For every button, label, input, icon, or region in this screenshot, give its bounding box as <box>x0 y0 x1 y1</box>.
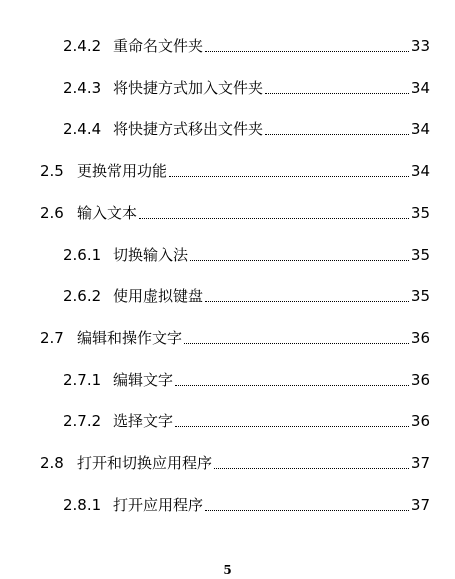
dot-leader <box>265 92 409 94</box>
dot-leader <box>175 425 409 427</box>
toc-entry-title: 更换常用功能 <box>77 162 168 180</box>
dot-leader <box>169 175 409 177</box>
toc-entry-number: 2.6.1 <box>63 246 102 264</box>
toc-entry-page: 34 <box>410 162 430 180</box>
dot-leader <box>184 342 409 344</box>
toc-entry-title: 打开应用程序 <box>113 496 204 514</box>
toc-entry-number: 2.6 <box>40 204 64 222</box>
toc-entry-2-6-2[interactable] <box>63 285 430 307</box>
toc-entry-2-8-1[interactable] <box>63 494 430 516</box>
toc-entry-2-4-4[interactable] <box>63 118 430 140</box>
toc-entry-page: 35 <box>410 204 430 222</box>
toc-entry-number: 2.8.1 <box>63 496 102 514</box>
toc-entry-number: 2.7 <box>40 329 64 347</box>
page-number: 5 <box>223 563 232 577</box>
toc-entry-2-5[interactable] <box>40 160 430 182</box>
toc-entry-title: 重命名文件夹 <box>113 37 204 55</box>
toc-entry-page: 36 <box>410 412 430 430</box>
toc-entry-page: 37 <box>410 496 430 514</box>
toc-entry-2-7-2[interactable] <box>63 410 430 432</box>
toc-entry-title: 使用虚拟键盘 <box>113 287 204 305</box>
toc-entry-2-4-3[interactable] <box>63 77 430 99</box>
toc-entry-number: 2.8 <box>40 454 64 472</box>
toc-entry-page: 34 <box>410 79 430 97</box>
dot-leader <box>205 509 409 511</box>
toc-entry-number: 2.7.2 <box>63 412 102 430</box>
toc-entry-page: 36 <box>410 371 430 389</box>
toc-entry-number: 2.7.1 <box>63 371 102 389</box>
toc-entry-title: 切换输入法 <box>113 246 189 264</box>
toc-entry-page: 36 <box>410 329 430 347</box>
dot-leader <box>139 217 409 219</box>
dot-leader <box>214 467 409 469</box>
toc-entry-number: 2.4.2 <box>63 37 102 55</box>
toc-entry-2-7-1[interactable] <box>63 369 430 391</box>
toc-entry-number: 2.5 <box>40 162 64 180</box>
dot-leader <box>175 384 409 386</box>
toc-entry-title: 输入文本 <box>77 204 138 222</box>
dot-leader <box>205 300 409 302</box>
toc-entry-title: 将快捷方式移出文件夹 <box>113 120 264 138</box>
toc-entry-title: 编辑文字 <box>113 371 174 389</box>
dot-leader <box>265 133 409 135</box>
toc-entry-page: 33 <box>410 37 430 55</box>
toc-entry-page: 34 <box>410 120 430 138</box>
toc-entry-number: 2.6.2 <box>63 287 102 305</box>
toc-entry-2-4-2[interactable] <box>63 35 430 57</box>
toc-entry-page: 35 <box>410 287 430 305</box>
dot-leader <box>190 259 409 261</box>
toc-entry-number: 2.4.3 <box>63 79 102 97</box>
toc-entry-2-6-1[interactable] <box>63 244 430 266</box>
dot-leader <box>205 50 409 52</box>
toc-entry-title: 编辑和操作文字 <box>77 329 183 347</box>
toc-entry-2-6[interactable] <box>40 202 430 224</box>
toc-entry-title: 将快捷方式加入文件夹 <box>113 79 264 97</box>
toc-entry-number: 2.4.4 <box>63 120 102 138</box>
toc-entry-page: 35 <box>410 246 430 264</box>
toc-entry-title: 选择文字 <box>113 412 174 430</box>
toc-entry-2-8[interactable] <box>40 452 430 474</box>
toc-entry-2-7[interactable] <box>40 327 430 349</box>
toc-entry-page: 37 <box>410 454 430 472</box>
toc-entry-title: 打开和切换应用程序 <box>77 454 213 472</box>
